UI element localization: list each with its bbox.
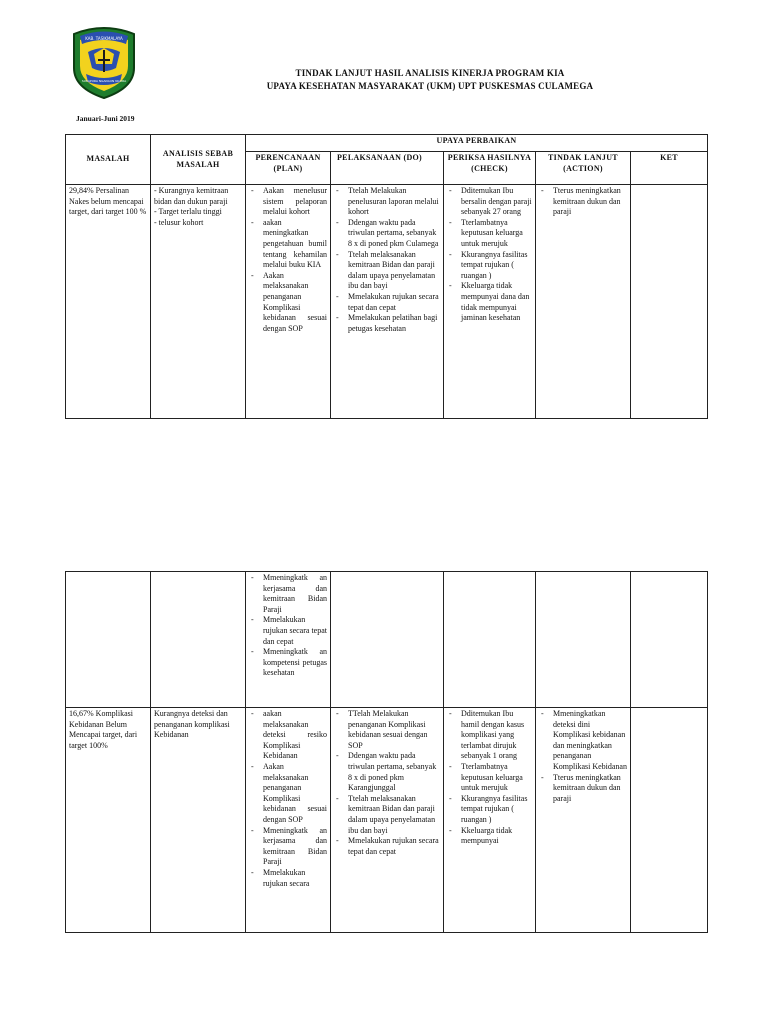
list-item: - Ttelah melaksanakan kemitraan Bidan dan paraji dalam upaya penyelamatan ibu dan bayi [334, 250, 440, 292]
table-row [66, 572, 708, 708]
document-title-line2: UPAYA KESEHATAN MASYARAKAT (UKM) UPT PUSKESMAS CULAMEGA [266, 81, 594, 91]
list-item: - Mmelakukan rujukan secara tepat dan cepat [249, 615, 327, 647]
header-do: PELAKSANAAN (DO) [331, 152, 444, 185]
header-masalah: MASALAH [66, 135, 151, 185]
list-item: - aakan melaksanakan deteksi resiko Komplikasi Kebidanan [249, 709, 327, 762]
table-row [66, 185, 708, 419]
list-item: - Ttelah melaksanakan kemitraan Bidan dan paraji dalam upaya penyelamatan ibu dan bayi [334, 794, 440, 836]
list-item: - Tterlambatnya keputusan keluarga untuk merujuk [447, 218, 532, 250]
analisis-cell [151, 185, 246, 419]
masalah-cell [66, 572, 151, 708]
plan-cell [246, 572, 331, 708]
header-ket: KET [631, 152, 708, 185]
list-item: - Mmelakukan rujukan secara [249, 868, 327, 889]
ket-cell [631, 185, 708, 419]
list-item: - Tterlambatnya keputusan keluarga untuk merujuk [447, 762, 532, 794]
list-item: - Dditemukan Ibu hamil dengan kasus komplikasi yang terlambat dirujuk sebanyak 1 orang [447, 709, 532, 762]
masalah-cell: 29,84% Persalinan Nakes belum mencapai target, dari target 100 % [66, 185, 151, 419]
do-cell [331, 185, 444, 419]
header-check: PERIKSA HASILNYA (CHECK) [444, 152, 536, 185]
list-item: - aakan meningkatkan pengetahuan bumil tentang kehamilan melalui buku KIA [249, 218, 327, 271]
list-item: - Ttelah Melakukan penelusuran laporan melalui kohort [334, 186, 440, 218]
analisis-cell: Kurangnya deteksi dan penanganan komplikasi Kebidanan [151, 708, 246, 933]
list-item: - Mmeningkatk an kerjasama dan kemitraan Bidan Paraji [249, 573, 327, 615]
analisis-item: - Target terlalu tinggi [154, 207, 222, 217]
ket-cell [631, 572, 708, 708]
list-item: - Kkeluarga tidak mempunyai [447, 826, 532, 847]
list-item: - Mmeningkatk an kerjasama dan kemitraan Bidan Paraji [249, 826, 327, 868]
analisis-item: - Kurangnya kemitraan bidan dan dukun paraji [154, 186, 229, 206]
list-item: - Aakan melaksanakan penanganan Komplikasi kebidanan sesuai dengan SOP [249, 271, 327, 335]
ket-cell [631, 708, 708, 933]
list-item: - Tterus meningkatkan kemitraan dukun dan paraji [539, 186, 627, 218]
list-item: - Ddengan waktu pada triwulan pertama, sebanyak 8 x di poned pkm Culamega [334, 218, 440, 250]
list-item: - TTelah Melakukan penanganan Komplikasi kebidanan sesuai dengan SOP [334, 709, 440, 751]
list-item: - Kkurangnya fasilitas tempat rujukan ( ruangan ) [447, 794, 532, 826]
check-cell [444, 185, 536, 419]
list-item: - Mmeningkatkan deteksi dini Komplikasi kebidanan dan meningkatkan penanganan Komplikasi Kebidanan [539, 709, 627, 773]
logo-top-text: KAB. TASIKMALAYA [85, 36, 123, 41]
list-item: - Tterus meningkatkan kemitraan dukun dan paraji [539, 773, 627, 805]
do-cell [331, 572, 444, 708]
list-item: - Ddengan waktu pada triwulan pertama, sebanyak 8 x di poned pkm Karangjunggal [334, 751, 440, 793]
header-plan: PERENCANAAN (PLAN) [246, 152, 331, 185]
logo-bottom-text: SUKAPURA NGADAUN NGORA [81, 79, 127, 83]
table-row [66, 708, 708, 933]
action-cell [536, 572, 631, 708]
list-item: - Kkurangnya fasilitas tempat rujukan ( ruangan ) [447, 250, 532, 282]
header-upaya-perbaikan: UPAYA PERBAIKAN [246, 135, 708, 152]
analisis-cell [151, 572, 246, 708]
list-item: - Mmelakukan pelatihan bagi petugas kesehatan [334, 313, 440, 334]
check-cell [444, 708, 536, 933]
period-label: Januari-Juni 2019 [76, 114, 135, 123]
list-item: - Aakan menelusur sistem pelaporan melalui kohort [249, 186, 327, 218]
list-item: - Aakan melaksanakan penanganan Komplikasi kebidanan sesuai dengan SOP [249, 762, 327, 826]
list-item: - Mmelakukan rujukan secara tepat dan cepat [334, 292, 440, 313]
analisis-item: - telusur kohort [154, 217, 204, 227]
tasikmalaya-logo [68, 24, 140, 100]
list-item: - Dditemukan Ibu bersalin dengan paraji sebanyak 27 orang [447, 186, 532, 218]
header-action: TINDAK LANJUT (ACTION) [536, 152, 631, 185]
do-cell [331, 708, 444, 933]
masalah-cell: 16,67% Komplikasi Kebidanan Belum Mencapai target, dari target 100% [66, 708, 151, 933]
document-title-line1: TINDAK LANJUT HASIL ANALISIS KINERJA PROGRAM KIA [295, 68, 565, 78]
list-item: - Kkeluarga tidak mempunyai dana dan tidak mempunyai jaminan kesehatan [447, 281, 532, 323]
action-cell [536, 708, 631, 933]
header-analisis: ANALISIS SEBAB MASALAH [151, 135, 246, 185]
check-cell [444, 572, 536, 708]
plan-cell [246, 185, 331, 419]
plan-cell [246, 708, 331, 933]
action-cell [536, 185, 631, 419]
analysis-table-part2 [65, 571, 708, 933]
list-item: - Mmeningkatk an kompetensi petugas kesehatan [249, 647, 327, 679]
list-item: - Mmelakukan rujukan secara tepat dan cepat [334, 836, 440, 857]
analysis-table-part1 [65, 134, 708, 419]
